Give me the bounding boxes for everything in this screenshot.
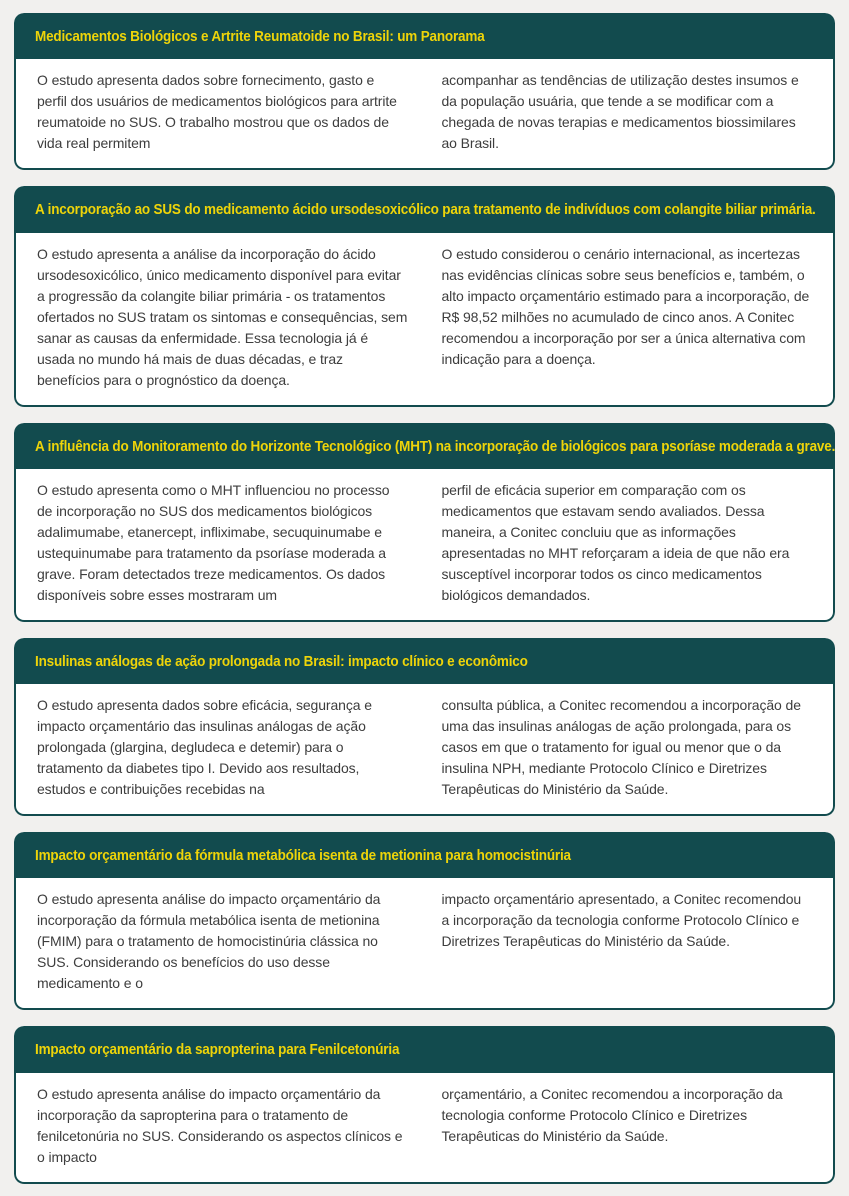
summary-right-column: impacto orçamentário apresentado, a Conitec recomendou a incorporação da tecnologia conforme Protocolo Clínico e Diretrizes Terapêuticas do Ministério da Saúde. bbox=[441, 891, 802, 950]
study-title-bar bbox=[14, 13, 835, 59]
study-summary bbox=[14, 469, 835, 622]
study-title-bar bbox=[14, 186, 835, 232]
summary-left-column: O estudo apresenta como o MHT influenciou no processo de incorporação no SUS dos medicamentos biológicos adalimumabe, etanercept, infliximabe, secuquinumabe e ustequinumabe para tratamento da psoríase moderada a grave. Foram detectados treze medicamentos. Os dados disponíveis sobre esses mostraram um bbox=[37, 481, 390, 603]
study-summary bbox=[14, 1073, 835, 1184]
study-title-bar bbox=[14, 423, 835, 469]
study-title: Impacto orçamentário da sapropterina para Fenilcetonúria bbox=[35, 1041, 400, 1059]
study-title: Impacto orçamentário da fórmula metabólica isenta de metionina para homocistinúria bbox=[35, 847, 571, 864]
summary-right-column: orçamentário, a Conitec recomendou a incorporação da tecnologia conforme Protocolo Clínico e Diretrizes Terapêuticas do Ministério da Saúde. bbox=[441, 1085, 783, 1144]
study-summary bbox=[14, 684, 835, 816]
study-summary bbox=[14, 878, 835, 1010]
study-title: A influência do Monitoramento do Horizonte Tecnológico (MHT) na incorporação de biológicos para psoríase moderada a grave. bbox=[35, 437, 835, 455]
study-summary bbox=[14, 233, 835, 407]
study-title: A incorporação ao SUS do medicamento ácido ursodesoxicólico para tratamento de indivíduos com colangite biliar primária. bbox=[35, 201, 816, 219]
study-card-fmim-homocistinuria bbox=[14, 832, 835, 1010]
study-summary bbox=[14, 59, 835, 170]
study-title-bar bbox=[14, 832, 835, 878]
summary-left-column: O estudo apresenta dados sobre eficácia, segurança e impacto orçamentário das insulinas análogas de ação prolongada (glargina, degludeca e detemir) para o tratamento da diabetes tipo I. Devido aos resultados, estudos e contribuições recebidas na bbox=[37, 697, 372, 797]
summary-right-column: O estudo considerou o cenário internacional, as incertezas nas evidências clínicas sobre seus benefícios e, também, o alto impacto orçamentário estimado para a incorporação, de R$ 98,52 milhões no acumulado de cinco anos. A Conitec recomendou a incorporação por ser a única alternativa com indicação para a doença. bbox=[441, 245, 810, 367]
study-card-insulinas-analogas bbox=[14, 638, 835, 816]
summary-right-column: consulta pública, a Conitec recomendou a incorporação de uma das insulinas análogas de ação prolongada, para os casos em que o tratamento for igual ou menor que o da insulina NPH, mediante Protocolo Clínico e Diretrizes Terapêuticas do Ministério da Saúde. bbox=[441, 697, 801, 797]
summary-left-column: O estudo apresenta dados sobre fornecimento, gasto e perfil dos usuários de medicamentos biológicos para artrite reumatoide no SUS. O trabalho mostrou que os dados de vida real permitem bbox=[37, 72, 397, 152]
summary-left-column: O estudo apresenta a análise da incorporação do ácido ursodesoxicólico, único medicamento disponível para evitar a progressão da colangite biliar primária - os tratamentos ofertados no SUS tratam os sintomas e consequências, sem sanar as causas da enfermidade. Essa tecnologia já é usada no mundo há mais de duas décadas, e traz benefícios para o prognóstico da doença. bbox=[37, 245, 408, 388]
summary-right-column: acompanhar as tendências de utilização destes insumos e da população usuária, que tende a se modificar com a chegada de novas terapias e medicamentos biossimilares ao Brasil. bbox=[441, 72, 799, 152]
study-title: Insulinas análogas de ação prolongada no Brasil: impacto clínico e econômico bbox=[35, 652, 528, 670]
study-card-acido-ursodesoxicolico bbox=[14, 186, 835, 406]
summary-left-column: O estudo apresenta análise do impacto orçamentário da incorporação da sapropterina para o tratamento de fenilcetonúria no SUS. Considerando os aspectos clínicos e o impacto bbox=[37, 1085, 403, 1165]
study-title: Medicamentos Biológicos e Artrite Reumatoide no Brasil: um Panorama bbox=[35, 28, 485, 45]
study-title-bar bbox=[14, 638, 835, 684]
study-card-biologicos-artrite bbox=[14, 13, 835, 170]
study-title-bar bbox=[14, 1026, 835, 1072]
study-card-sapropterina-fenilcetonuria bbox=[14, 1026, 835, 1183]
summary-left-column: O estudo apresenta análise do impacto orçamentário da incorporação da fórmula metabólica isenta de metionina (FMIM) para o tratamento de homocistinúria clássica no SUS. Considerando os benefícios do uso desse medicamento e o bbox=[37, 891, 381, 992]
study-card-mht-psoriase bbox=[14, 423, 835, 622]
summary-right-column: perfil de eficácia superior em comparação com os medicamentos que estavam sendo avaliados. Dessa maneira, a Conitec concluiu que as informações apresentadas no MHT reforçaram a ideia de que não era susceptível incorporar todos os cinco medicamentos biológicos demandados. bbox=[441, 481, 790, 603]
